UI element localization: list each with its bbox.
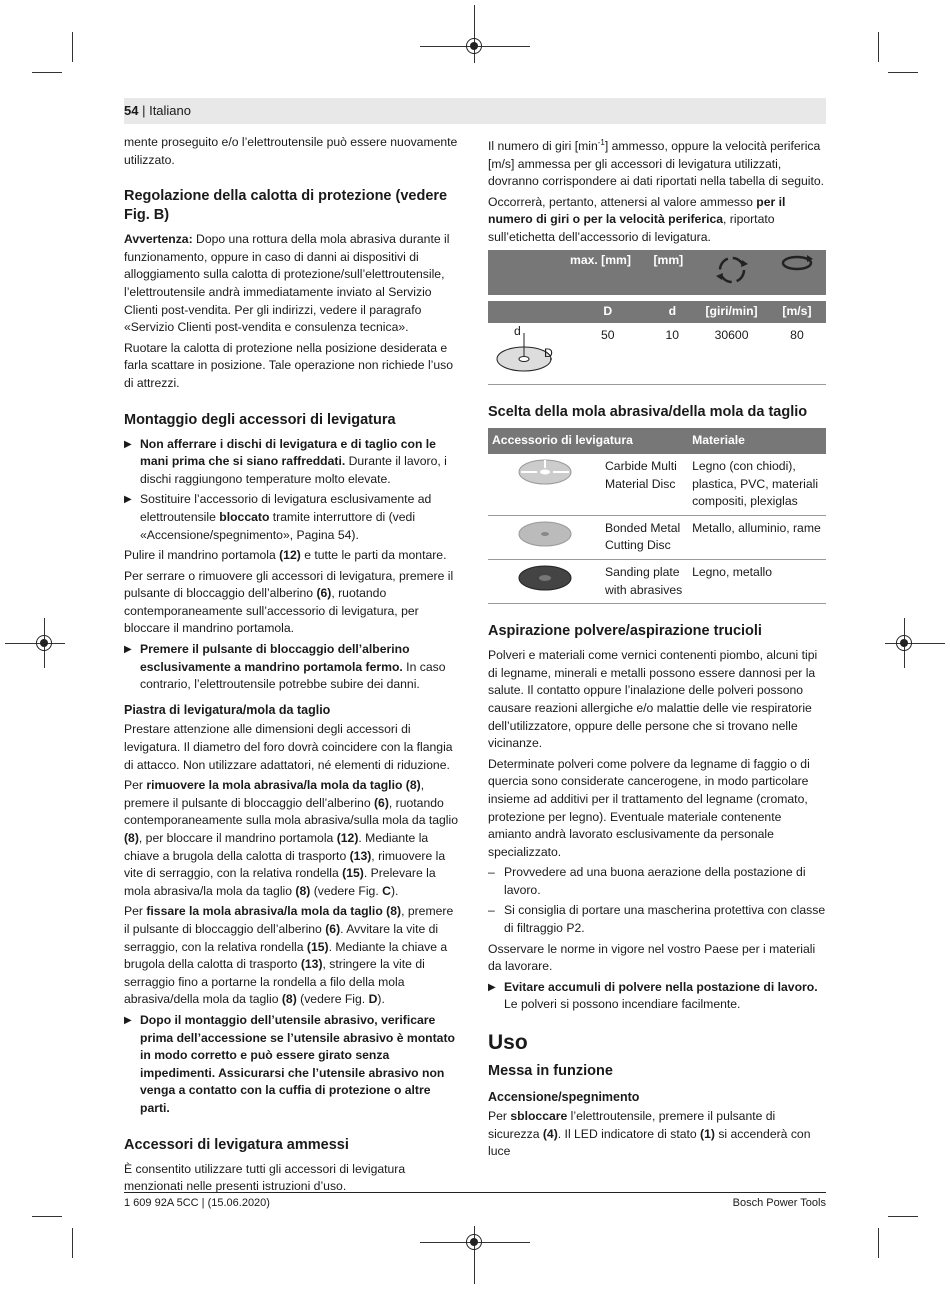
table-header: [mm] xyxy=(649,250,695,296)
page-number: 54 xyxy=(124,103,139,118)
table-header: [giri/min] xyxy=(695,301,768,323)
carbide-disc-icon xyxy=(488,454,601,515)
section-heading: Scelta della mola abrasiva/della mola da taglio xyxy=(488,404,808,421)
table-cell: 80 xyxy=(768,323,826,385)
paragraph: Determinate polveri come polvere da legname di faggio o di quercia sono considerate cancerogene, in modo particolare insieme ad additivi per il trattamento del legname (cromato, protezione per legno). Eventuale materiale contenente amianto andrà lavorato esclusivamente da personale specializzato. xyxy=(488,756,810,859)
paragraph: Osservare le norme in vigore nel vostro Paese per i materiali da lavorare. xyxy=(488,941,816,974)
section-heading: Montaggio degli accessori di levigatura xyxy=(124,411,396,428)
metal-cutting-disc-icon xyxy=(488,515,601,559)
table-row xyxy=(488,454,826,515)
list-item: ▶ Premere il pulsante di bloccaggio dell’alberino esclusivamente a mandrino portamola fermo. In caso contrario, l’elettroutensile potrebbe subire dei danni. xyxy=(124,641,462,694)
paragraph: Per rimuovere la mola abrasiva/la mola da taglio (8), premere il pulsante di bloccaggio dell’alberino (6), ruotando contemporaneamente sulla mola abrasiva/sulla mola da taglio (8), per bloccare il mandrino portamola (12). Mediante la chiave a brugola della calotta di trasporto (13), rimuovere la vite di serraggio, con la relativa rondella (15). Prelevare la mola abrasiva/la mola da taglio (8) (vedere Fig. C). xyxy=(124,778,458,898)
registration-mark-icon xyxy=(896,635,912,651)
paragraph: Per fissare la mola abrasiva/la mola da taglio (8), premere il pulsante di bloccaggio dell’alberino (6). Avvitare la vite di serraggio, con la relativa rondella (15). Mediante la chiave a brugola della calotta di trasporto (13), stringere la vite di serraggio fino a portarne la rondella a filo della mola abrasiva/della mola da taglio (8) (vedere Fig. D). xyxy=(124,904,454,1007)
speed-icon xyxy=(768,250,826,296)
table-header: D xyxy=(566,301,649,323)
language-label: Italiano xyxy=(149,103,191,118)
crop-mark xyxy=(5,643,65,644)
table-cell: Legno (con chiodi), plastica, PVC, materiali compositi, plexiglas xyxy=(688,454,826,515)
list-item: ▶ Dopo il montaggio dell’utensile abrasivo, verificare prima dell’accessione se l’utensile abrasivo è montato in modo corretto e può essere girato senza impedimenti. Assicurarsi che l’utensile abrasivo non venga a contatto con la cuffia di protezione o altre parti. xyxy=(124,1012,462,1118)
page-footer xyxy=(124,1192,826,1209)
disc-dimension-icon: d D xyxy=(488,323,566,385)
crop-mark xyxy=(72,32,73,62)
sub-heading: Accensione/spegnimento xyxy=(488,1089,640,1104)
list-item: – Si consiglia di portare una mascherina protettiva con classe di filtraggio P2. xyxy=(488,902,826,937)
registration-mark-icon xyxy=(466,38,482,54)
section-heading: Accessori di levigatura ammessi xyxy=(124,1136,349,1153)
table-cell: Bonded Metal Cutting Disc xyxy=(601,515,688,559)
sub-heading: Piastra di levigatura/mola da taglio xyxy=(124,702,331,717)
table-cell: 10 xyxy=(649,323,695,385)
table-header: [m/s] xyxy=(768,301,826,323)
crop-mark xyxy=(32,72,62,73)
table-header: max. [mm] xyxy=(566,250,649,296)
right-column xyxy=(488,134,826,1164)
crop-mark xyxy=(885,643,945,644)
crop-mark xyxy=(474,5,475,63)
crop-mark xyxy=(32,1216,62,1217)
doc-id: 1 609 92A 5CC | (15.06.2020) xyxy=(124,1197,270,1209)
table-cell: 30600 xyxy=(695,323,768,385)
table-cell: Sanding plate with abrasives xyxy=(601,559,688,603)
brand-label: Bosch Power Tools xyxy=(732,1197,826,1209)
table-cell: Carbide Multi Material Disc xyxy=(601,454,688,515)
registration-mark-icon xyxy=(466,1234,482,1250)
list-item: – Provvedere ad una buona aerazione della postazione di lavoro. xyxy=(488,864,826,899)
rpm-icon xyxy=(695,250,768,296)
table-cell: Legno, metallo xyxy=(688,559,826,603)
table-header: Accessorio di levigatura xyxy=(488,428,688,454)
list-item: ▶ Sostituire l’accessorio di levigatura esclusivamente ad elettroutensile bloccato tramite interruttore di (vedi «Accensione/spegnimento», Pagina 54). xyxy=(124,491,462,544)
paragraph: mente proseguito e/o l’elettroutensile può essere nuovamente utilizzato. xyxy=(124,135,458,167)
table-row xyxy=(488,559,826,603)
paragraph: Ruotare la calotta di protezione nella posizione desiderata e farla scattare in posizione. Tale operazione non richiede l’uso di attrezzi. xyxy=(124,340,454,390)
paragraph: Avvertenza: Dopo una rottura della mola abrasiva durante il funzionamento, oppure in caso di danni ai dispositivi di alloggiamento sulla calotta di protezione/sull’elettroutensile, l’elettroutensile andrà immediatamente inviato al Servizio Clienti post-vendita. Per gli indirizzi, vedere il paragrafo «Servizio Clienti post-vendita e consulenza tecnica». xyxy=(124,232,450,335)
page-header: 54 | Italiano xyxy=(124,98,826,124)
table-row xyxy=(488,323,826,385)
table-cell: 50 xyxy=(566,323,649,385)
crop-mark xyxy=(878,1228,879,1258)
sanding-plate-icon xyxy=(488,559,601,603)
section-heading: Aspirazione polvere/aspirazione trucioli xyxy=(488,623,762,640)
material-table xyxy=(488,428,826,604)
paragraph: Per serrare o rimuovere gli accessori di levigatura, premere il pulsante di bloccaggio dell’alberino (6), ruotando contemporaneamente sull’accessorio di levigatura, per bloccare il mandrino portamola. xyxy=(124,568,454,636)
crop-mark xyxy=(72,1228,73,1258)
crop-mark xyxy=(878,32,879,62)
spec-table xyxy=(488,250,826,386)
crop-mark xyxy=(888,1216,918,1217)
table-header: Materiale xyxy=(688,428,826,454)
section-heading: Messa in funzione xyxy=(488,1062,613,1079)
paragraph: Per sbloccare l’elettroutensile, premere il pulsante di sicurezza (4). Il LED indicatore di stato (1) si accenderà con luce xyxy=(488,1109,811,1159)
paragraph: Il numero di giri $[\min^{-1}]$ ammesso, oppure la velocità periferica [m/s] ammessa per gli accessori di levigatura utilizzati, dovranno corrispondere ai dati riportati nella tabella di seguito. xyxy=(488,138,825,189)
table-cell: Metallo, alluminio, rame xyxy=(688,515,826,559)
registration-mark-icon xyxy=(36,635,52,651)
paragraph: Pulire il mandrino portamola (12) e tutte le parti da montare. xyxy=(124,548,447,563)
table-row xyxy=(488,515,826,559)
paragraph: È consentito utilizzare tutti gli accessori di levigatura menzionati nelle presenti istruzioni d’uso. xyxy=(124,1161,406,1194)
crop-mark xyxy=(888,72,918,73)
chapter-heading: Uso xyxy=(488,1031,528,1055)
list-item: ▶ Non afferrare i dischi di levigatura e di taglio con le mani prima che si siano raffreddati. Durante il lavoro, i dischi raggiungono temperature molto elevate. xyxy=(124,436,462,489)
left-column xyxy=(124,134,462,1199)
paragraph: Prestare attenzione alle dimensioni degli accessori di levigatura. Il diametro del foro dovrà coincidere con la flangia di attacco. Non utilizzare adattatori, né elementi di riduzione. xyxy=(124,722,453,772)
paragraph: Occorrerà, pertanto, attenersi al valore ammesso per il numero di giri o per la velocità periferica, riportato sull’etichetta dell’accessorio di levigatura. xyxy=(488,194,786,245)
section-heading: Regolazione della calotta di protezione (vedere Fig. B) xyxy=(124,188,448,224)
paragraph: Polveri e materiali come vernici contenenti piombo, alcuni tipi di legname, minerali e metalli possono essere dannosi per la salute. Il contatto oppure l’inalazione delle polveri possono causare reazioni allergiche e/o malattie delle vie respiratorie dell’utilizzatore, oppure delle persone che si trovano nelle vicinanze. xyxy=(488,648,818,751)
list-item: ▶ Evitare accumuli di polvere nella postazione di lavoro. Le polveri si possono incendiare facilmente. xyxy=(488,979,826,1014)
table-header: d xyxy=(649,301,695,323)
